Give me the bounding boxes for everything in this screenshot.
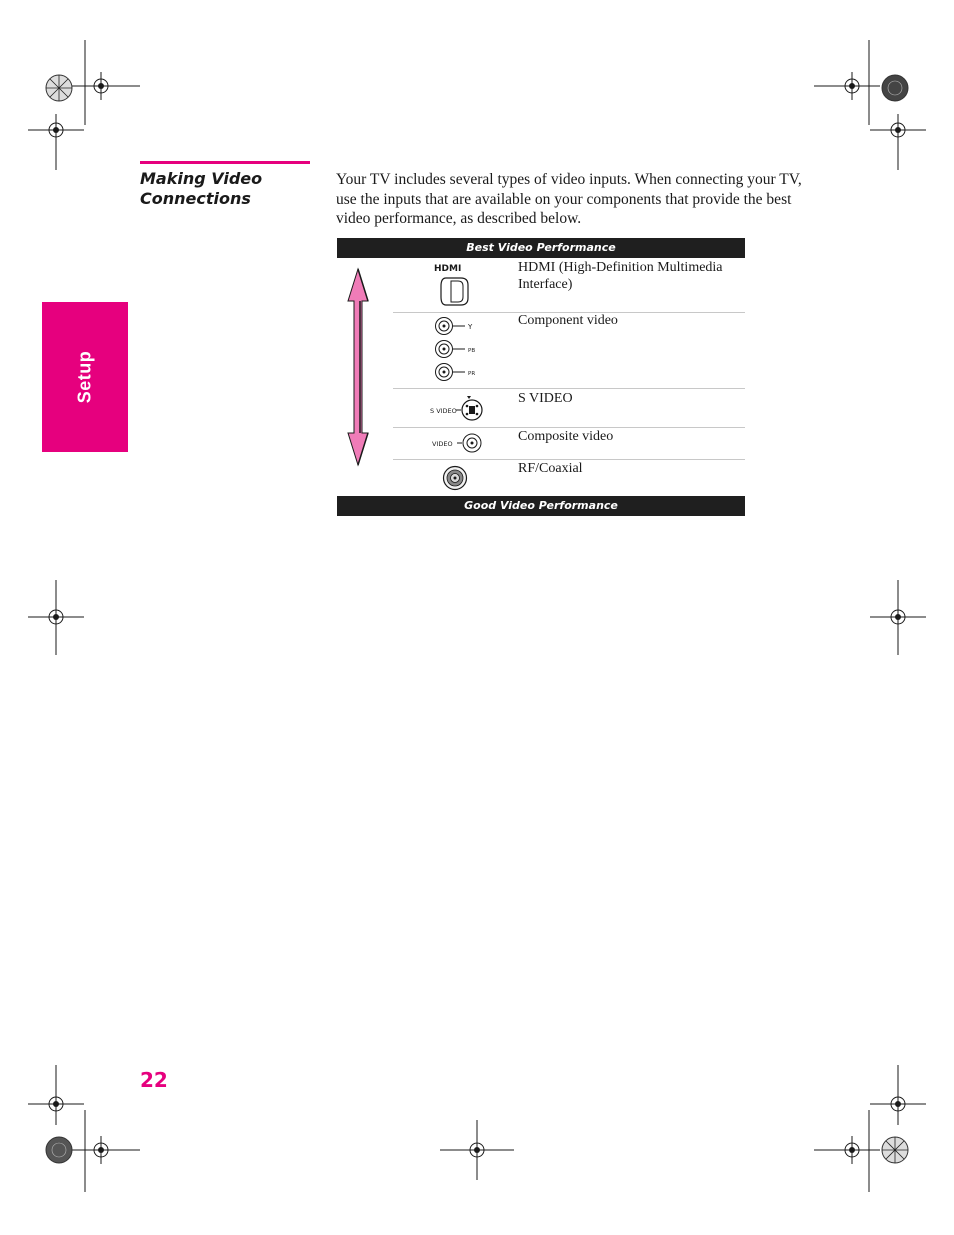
composite-video-label: Composite video <box>518 429 614 444</box>
row-divider <box>393 388 745 389</box>
composite-video-icon <box>430 431 486 455</box>
composite-icon-text: VIDEO <box>432 440 453 448</box>
performance-arrow-icon <box>343 265 373 469</box>
best-performance-bar: Best Video Performance <box>337 238 745 258</box>
s-video-label: S VIDEO <box>518 391 573 406</box>
intro-paragraph: Your TV includes several types of video inputs. When connecting your TV, use the inputs that are available on your components that provide the best video performance, as described below. <box>336 171 802 227</box>
section-heading <box>140 169 330 209</box>
good-performance-bar: Good Video Performance <box>337 496 745 516</box>
heading-rule <box>140 161 310 164</box>
section-tab-label: Setup <box>74 350 95 404</box>
rf-coaxial-label: RF/Coaxial <box>518 461 583 476</box>
hdmi-label: HDMI (High-Definition Multimedia Interface) <box>518 260 723 292</box>
hdmi-logo-text: HDMI <box>434 264 462 274</box>
hdmi-port-icon <box>430 261 484 307</box>
s-video-icon-text: S VIDEO <box>430 407 457 415</box>
s-video-port-icon <box>429 394 487 424</box>
coaxial-port-icon <box>442 465 468 491</box>
component-video-icon <box>432 316 482 384</box>
heading-line-2: Connections <box>140 189 251 208</box>
component-video-label: Component video <box>518 313 618 328</box>
jack-label-pb: PB <box>468 348 476 354</box>
jack-label-pr: PR <box>468 371 476 377</box>
heading-line-1: Making Video <box>140 169 263 188</box>
jack-label-y: Y <box>468 323 473 331</box>
section-tab <box>42 302 128 452</box>
page-number: 22 <box>140 1068 168 1092</box>
